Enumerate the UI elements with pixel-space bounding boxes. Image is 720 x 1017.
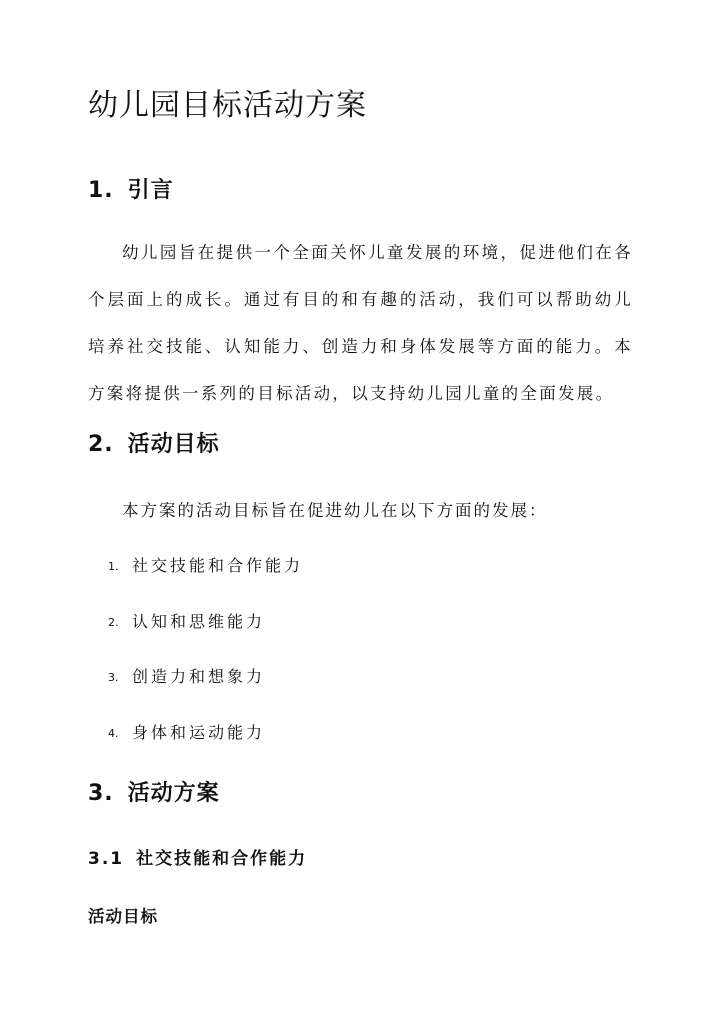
list-marker: 1. — [108, 560, 119, 573]
sub-subheading: 活动目标 — [88, 907, 158, 926]
introduction-paragraph: 幼儿园旨在提供一个全面关怀儿童发展的环境，促进他们在各个层面上的成长。通过有目的和有趣的活动，我们可以帮助幼儿培养社交技能、认知能力、创造力和身体发展等方面的能力。本方案将提供一系列的目标活动，以支持幼儿园儿童的全面发展。 — [88, 243, 633, 403]
list-item-text: 身体和运动能力 — [132, 723, 266, 742]
section-heading-introduction — [88, 176, 174, 206]
section-number: 2. — [88, 432, 114, 457]
list-item — [108, 610, 265, 635]
list-marker: 4. — [108, 727, 119, 740]
subsection-number: 3.1 — [88, 849, 125, 869]
document-title: 幼儿园目标活动方案 — [88, 88, 367, 123]
subsection-heading — [88, 847, 307, 871]
list-marker: 3. — [108, 671, 119, 684]
section-heading-goals — [88, 430, 220, 460]
list-item-text: 创造力和想象力 — [132, 667, 266, 686]
section-number: 3. — [88, 781, 114, 806]
section-title: 活动目标 — [127, 432, 220, 457]
list-item — [108, 554, 303, 579]
list-item — [108, 665, 265, 690]
section-number: 1. — [88, 178, 114, 203]
subsection-title: 社交技能和合作能力 — [136, 849, 308, 869]
section-title: 活动方案 — [127, 781, 220, 806]
section-title: 引言 — [127, 178, 174, 203]
list-marker: 2. — [108, 616, 119, 629]
list-item-text: 认知和思维能力 — [132, 612, 266, 631]
section-heading-plan — [88, 779, 220, 809]
goals-intro-text: 本方案的活动目标旨在促进幼儿在以下方面的发展： — [122, 501, 548, 520]
list-item-text: 社交技能和合作能力 — [132, 556, 304, 575]
list-item — [108, 721, 265, 746]
